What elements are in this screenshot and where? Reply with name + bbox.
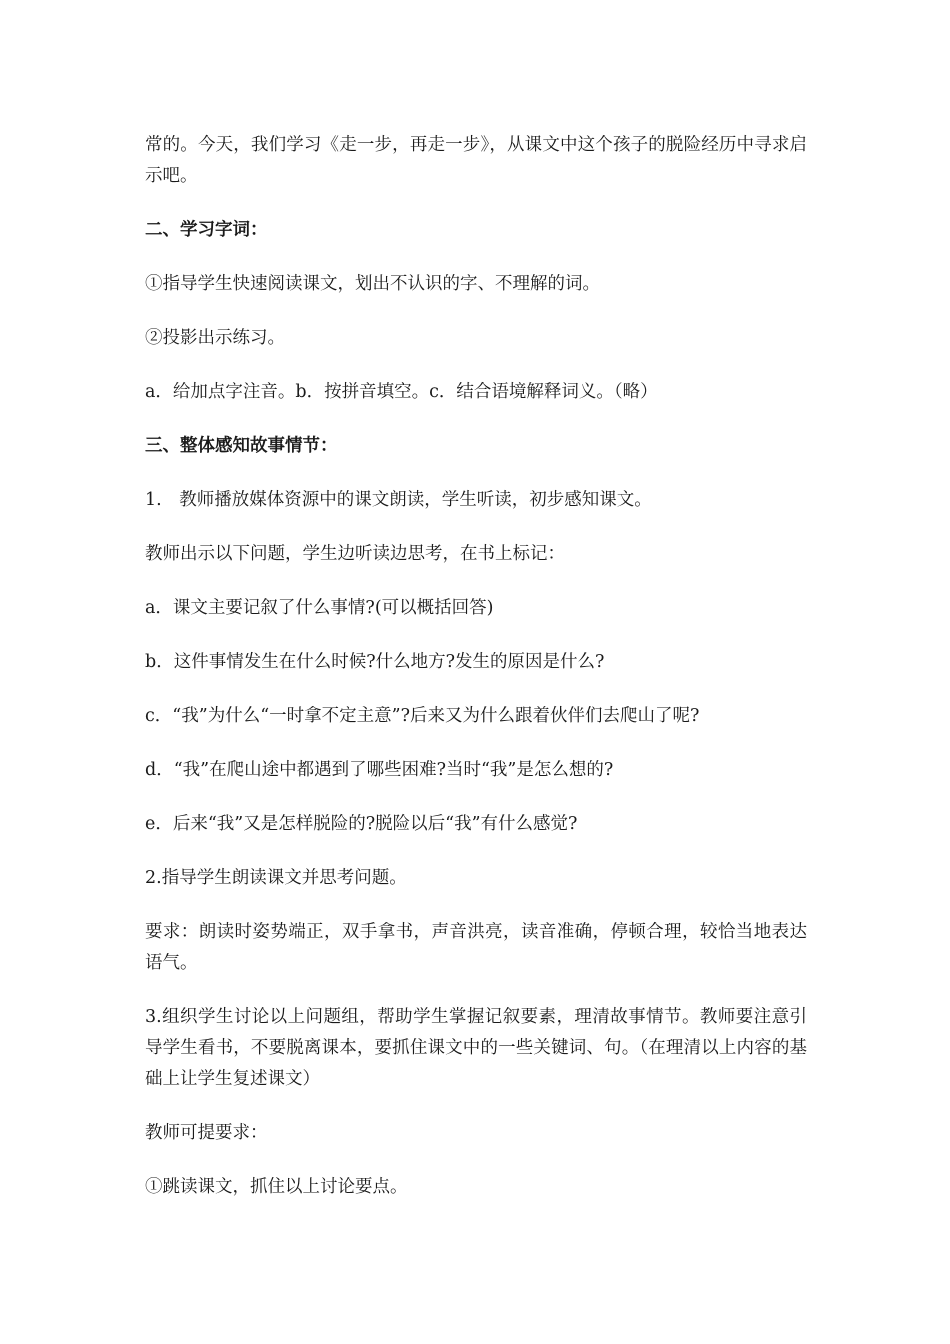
skim-step-paragraph: ①跳读课文，抓住以上讨论要点。: [145, 1177, 408, 1197]
step-2-paragraph: ②投影出示练习。: [145, 328, 285, 348]
item-1-paragraph: 1. 教师播放媒体资源中的课文朗读，学生听读，初步感知课文。: [145, 490, 652, 510]
question-a-paragraph: a．课文主要记叙了什么事情?(可以概括回答): [145, 598, 494, 618]
question-intro-paragraph: 教师出示以下问题，学生边听读边思考，在书上标记：: [145, 544, 565, 564]
question-b-paragraph: b．这件事情发生在什么时候?什么地方?发生的原因是什么?: [145, 652, 605, 672]
item-2-paragraph: 2.指导学生朗读课文并思考问题。: [145, 868, 407, 888]
exercise-list-paragraph: a．给加点字注音。b．按拼音填空。c．结合语境解释词义。（略）: [145, 382, 658, 402]
requirement-paragraph: 要求：朗读时姿势端正，双手拿书，声音洪亮，读音准确，停顿合理，较恰当地表达语气。: [145, 922, 807, 973]
teacher-requirement-paragraph: 教师可提要求：: [145, 1123, 268, 1143]
question-e-paragraph: e．后来“我”又是怎样脱险的?脱险以后“我”有什么感觉?: [145, 814, 578, 834]
item-3-paragraph: 3.组织学生讨论以上问题组，帮助学生掌握记叙要素，理清故事情节。教师要注意引导学生看书，不要脱离课本，要抓住课文中的一些关键词、句。（在理清以上内容的基础上让学生复述课文）: [145, 1007, 807, 1089]
question-d-paragraph: d．“我”在爬山途中都遇到了哪些困难?当时“我”是怎么想的?: [145, 760, 614, 780]
step-1-paragraph: ①指导学生快速阅读课文，划出不认识的字、不理解的词。: [145, 274, 600, 294]
document-body: [145, 130, 807, 1226]
intro-continuation-paragraph: 常的。今天，我们学习《走一步，再走一步》，从课文中这个孩子的脱险经历中寻求启示吧。: [145, 135, 807, 186]
question-c-paragraph: c．“我”为什么“一时拿不定主意”?后来又为什么跟着伙伴们去爬山了呢?: [145, 706, 700, 726]
section-3-heading: 三、整体感知故事情节：: [145, 436, 338, 456]
section-2-heading: 二、学习字词：: [145, 220, 268, 240]
